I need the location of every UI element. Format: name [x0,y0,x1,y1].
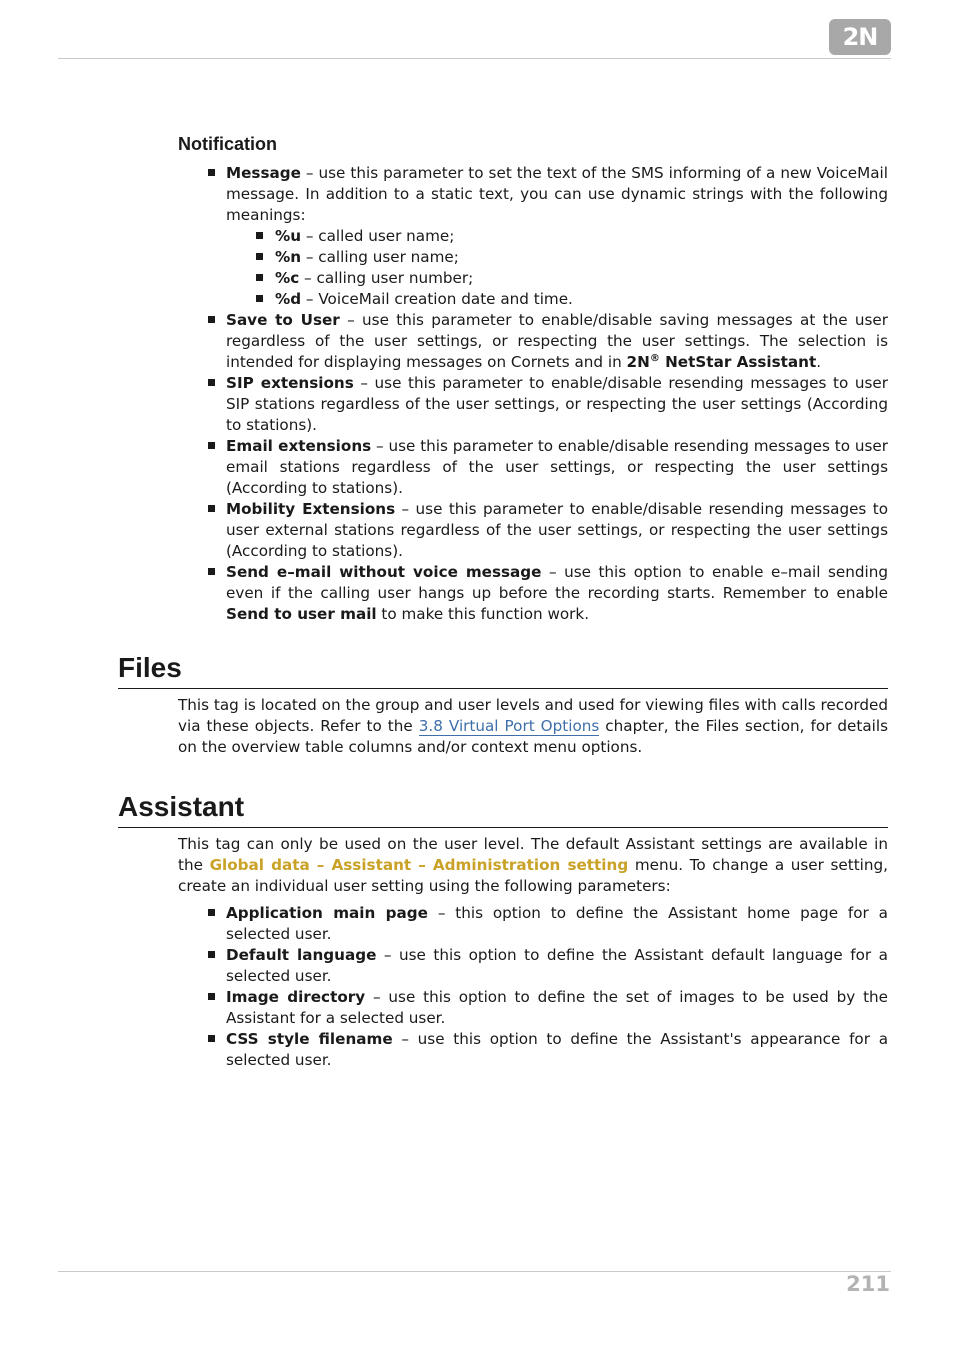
list-item [226,247,888,268]
item-text: – use this option to define the Assistant default language for a selected user. [226,946,888,985]
item-term-inline: Send to user mail [226,605,377,623]
registered-mark: ® [649,352,660,364]
item-text: – use this parameter to set the text of the SMS informing of a new VoiceMail message. In addition to a static text, you can use dynamic strings with the following meanings: [226,164,888,224]
item-text: – use this option to define the set of images to be used by the Assistant for a selected user. [226,988,888,1027]
header-rule [58,58,891,59]
notification-heading: Notification [178,134,277,154]
string-code: %n [275,248,302,266]
assistant-text-2: menu. To change a user setting, create an individual user setting using the following parameters: [178,856,888,895]
item-text-end: . [816,353,822,371]
list-item [178,987,888,1029]
virtual-port-options-link[interactable]: 3.8 Virtual Port Options [418,717,600,735]
item-text: – use this option to define the Assistant's appearance for a selected user. [226,1030,888,1069]
brand-name: 2N [626,353,650,371]
list-item [178,436,888,499]
item-term: Default language [226,946,377,964]
string-text: – calling user name; [301,248,459,266]
assistant-parameters-list [178,903,888,1071]
notification-list [178,163,888,625]
footer-rule [58,1271,891,1272]
item-text-end: to make this function work. [376,605,590,623]
brand-logo: 2N [829,19,891,55]
list-item [226,226,888,247]
page-number: 211 [846,1272,890,1296]
assistant-text-1: This tag can only be used on the user level. The default Assistant settings are available in the [178,835,888,874]
assistant-paragraph [178,834,888,897]
item-text: – use this option to enable e–mail sending even if the calling user hangs up before the recording starts. Remember to enable [226,563,888,602]
list-item [178,1029,888,1071]
string-text: – calling user number; [299,269,474,287]
item-term: SIP extensions [226,374,354,392]
item-text: – use this parameter to enable/disable resending messages to user SIP stations regardless of the user settings, or respecting the user settings (According to stations). [226,374,888,434]
item-term: Email extensions [226,437,372,455]
item-term: Send e–mail without voice message [226,563,542,581]
item-text: – use this parameter to enable/disable saving messages at the user regardless of the user settings, or respecting the user settings. The selection is intended for displaying messages on Cornets and in [226,311,888,371]
files-paragraph [178,695,888,758]
string-code: %u [275,227,302,245]
dynamic-strings-list [226,226,888,310]
string-text: – called user name; [301,227,455,245]
item-text: – use this parameter to enable/disable resending messages to user external stations regardless of the user settings, or respecting the user settings (According to stations). [226,500,888,560]
string-text: – VoiceMail creation date and time. [301,290,573,308]
list-item [178,163,888,310]
list-item [178,945,888,987]
item-term: Application main page [226,904,428,922]
item-term: Image directory [226,988,366,1006]
files-text-2: chapter, the Files section, for details on the overview table columns and/or context menu options. [178,717,888,756]
product-name: NetStar Assistant [659,353,817,371]
global-data-menu-reference: Global data – Assistant – Administration setting [209,856,629,874]
files-heading: Files [118,650,888,689]
item-text: – this option to define the Assistant home page for a selected user. [226,904,888,943]
item-term: CSS style filename [226,1030,393,1048]
files-body [178,695,888,758]
assistant-body [178,834,888,1071]
list-item [178,903,888,945]
list-item [178,373,888,436]
item-text: – use this parameter to enable/disable resending messages to user email stations regardless of the user settings, or respecting the user settings (According to stations). [226,437,889,497]
list-item [226,268,888,289]
assistant-heading: Assistant [118,789,888,828]
files-text-1: This tag is located on the group and user levels and used for viewing files with calls recorded via these objects. Refer to the [178,696,888,735]
list-item [178,310,888,373]
string-code: %d [275,290,302,308]
item-term: Message [226,164,301,182]
list-item [178,562,888,625]
list-item [226,289,888,310]
item-term: Mobility Extensions [226,500,396,518]
item-term: Save to User [226,311,340,329]
string-code: %c [275,269,300,287]
list-item [178,499,888,562]
